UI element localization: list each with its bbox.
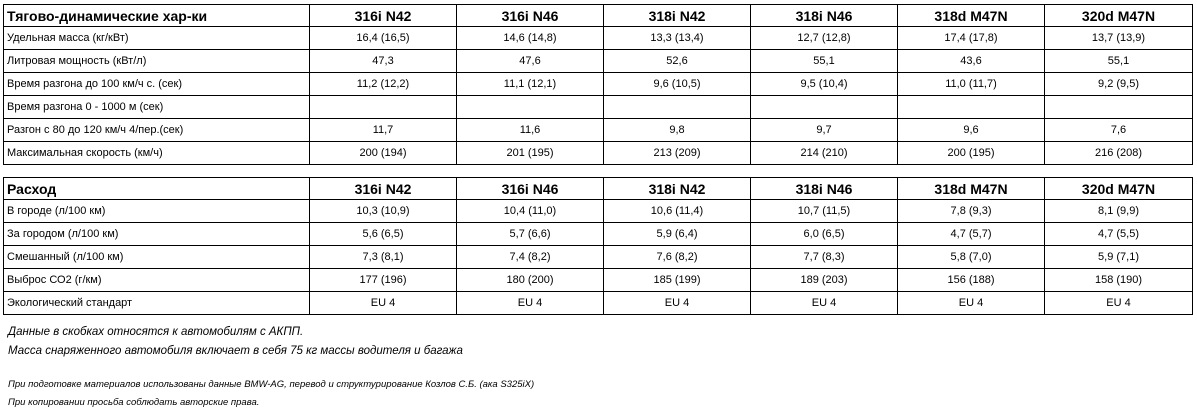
note-mass: Масса снаряженного автомобиля включает в себя 75 кг массы водителя и багажа bbox=[8, 345, 463, 357]
cell-value: 7,7 (8,3) bbox=[751, 246, 898, 269]
note-sources: При подготовке материалов использованы данные BMW-AG, перевод и структурирование Козлов С.Б. (ака S325iX) bbox=[8, 379, 535, 390]
model-header: 318d M47N bbox=[898, 178, 1045, 200]
cell-value bbox=[751, 96, 898, 119]
row-label: Время разгона до 100 км/ч с. (сек) bbox=[4, 73, 310, 96]
cell-value: 9,5 (10,4) bbox=[751, 73, 898, 96]
cell-value: 216 (208) bbox=[1045, 142, 1193, 165]
cell-value: 10,6 (11,4) bbox=[604, 200, 751, 223]
cell-value: EU 4 bbox=[751, 292, 898, 315]
table-row bbox=[4, 50, 1193, 73]
row-label: Экологический стандарт bbox=[4, 292, 310, 315]
note-copyright: При копировании просьба соблюдать авторские права. bbox=[8, 397, 260, 408]
table-row bbox=[4, 27, 1193, 50]
cell-value: 13,7 (13,9) bbox=[1045, 27, 1193, 50]
cell-value: 214 (210) bbox=[751, 142, 898, 165]
cell-value: 185 (199) bbox=[604, 269, 751, 292]
cell-value: 11,1 (12,1) bbox=[457, 73, 604, 96]
row-label: Время разгона 0 - 1000 м (сек) bbox=[4, 96, 310, 119]
table-row bbox=[4, 119, 1193, 142]
cell-value: 5,7 (6,6) bbox=[457, 223, 604, 246]
cell-value: 4,7 (5,5) bbox=[1045, 223, 1193, 246]
model-header: 320d M47N bbox=[1045, 178, 1193, 200]
model-header: 316i N42 bbox=[310, 178, 457, 200]
cell-value: 52,6 bbox=[604, 50, 751, 73]
cell-value: 158 (190) bbox=[1045, 269, 1193, 292]
cell-value: 47,6 bbox=[457, 50, 604, 73]
row-label: Разгон с 80 до 120 км/ч 4/пер.(сек) bbox=[4, 119, 310, 142]
table-row bbox=[4, 73, 1193, 96]
row-label: В городе (л/100 км) bbox=[4, 200, 310, 223]
table-row bbox=[4, 142, 1193, 165]
cell-value: 180 (200) bbox=[457, 269, 604, 292]
cell-value: 55,1 bbox=[1045, 50, 1193, 73]
cell-value: 10,3 (10,9) bbox=[310, 200, 457, 223]
table-row bbox=[4, 269, 1193, 292]
cell-value: 9,2 (9,5) bbox=[1045, 73, 1193, 96]
cell-value: 9,6 bbox=[898, 119, 1045, 142]
cell-value: 6,0 (6,5) bbox=[751, 223, 898, 246]
row-label: Литровая мощность (кВт/л) bbox=[4, 50, 310, 73]
cell-value: EU 4 bbox=[1045, 292, 1193, 315]
cell-value: 7,6 (8,2) bbox=[604, 246, 751, 269]
table-row bbox=[4, 223, 1193, 246]
cell-value: 47,3 bbox=[310, 50, 457, 73]
cell-value: 55,1 bbox=[751, 50, 898, 73]
cell-value bbox=[310, 96, 457, 119]
cell-value: 9,6 (10,5) bbox=[604, 73, 751, 96]
cell-value: 7,4 (8,2) bbox=[457, 246, 604, 269]
cell-value: 17,4 (17,8) bbox=[898, 27, 1045, 50]
cell-value: 11,7 bbox=[310, 119, 457, 142]
cell-value: 10,4 (11,0) bbox=[457, 200, 604, 223]
cell-value: 5,9 (7,1) bbox=[1045, 246, 1193, 269]
model-header: 318i N46 bbox=[751, 178, 898, 200]
cell-value: 201 (195) bbox=[457, 142, 604, 165]
model-header: 318d M47N bbox=[898, 5, 1045, 27]
consumption-title: Расход bbox=[4, 178, 310, 200]
cell-value: 200 (195) bbox=[898, 142, 1045, 165]
cell-value: EU 4 bbox=[604, 292, 751, 315]
cell-value bbox=[898, 96, 1045, 119]
cell-value: EU 4 bbox=[457, 292, 604, 315]
model-header: 318i N42 bbox=[604, 5, 751, 27]
table-row bbox=[4, 246, 1193, 269]
cell-value: 200 (194) bbox=[310, 142, 457, 165]
cell-value: 213 (209) bbox=[604, 142, 751, 165]
cell-value: 16,4 (16,5) bbox=[310, 27, 457, 50]
model-header: 320d M47N bbox=[1045, 5, 1193, 27]
dynamics-title: Тягово-динамические хар-ки bbox=[4, 5, 310, 27]
model-header: 318i N42 bbox=[604, 178, 751, 200]
cell-value: 9,7 bbox=[751, 119, 898, 142]
cell-value: 13,3 (13,4) bbox=[604, 27, 751, 50]
dynamics-header-row bbox=[4, 5, 1193, 27]
cell-value: 11,6 bbox=[457, 119, 604, 142]
cell-value: 156 (188) bbox=[898, 269, 1045, 292]
cell-value: 7,6 bbox=[1045, 119, 1193, 142]
cell-value: 7,3 (8,1) bbox=[310, 246, 457, 269]
consumption-header-row bbox=[4, 178, 1193, 200]
row-label: За городом (л/100 км) bbox=[4, 223, 310, 246]
cell-value: 4,7 (5,7) bbox=[898, 223, 1045, 246]
model-header: 316i N46 bbox=[457, 178, 604, 200]
consumption-table bbox=[3, 177, 1193, 315]
model-header: 318i N46 bbox=[751, 5, 898, 27]
cell-value: EU 4 bbox=[310, 292, 457, 315]
cell-value: 5,9 (6,4) bbox=[604, 223, 751, 246]
table-row bbox=[4, 200, 1193, 223]
cell-value bbox=[604, 96, 751, 119]
cell-value bbox=[1045, 96, 1193, 119]
cell-value bbox=[457, 96, 604, 119]
row-label: Максимальная скорость (км/ч) bbox=[4, 142, 310, 165]
cell-value: 8,1 (9,9) bbox=[1045, 200, 1193, 223]
table-row bbox=[4, 292, 1193, 315]
cell-value: 12,7 (12,8) bbox=[751, 27, 898, 50]
cell-value: EU 4 bbox=[898, 292, 1045, 315]
model-header: 316i N42 bbox=[310, 5, 457, 27]
cell-value: 11,0 (11,7) bbox=[898, 73, 1045, 96]
dynamics-table bbox=[3, 4, 1193, 165]
row-label: Выброс СО2 (г/км) bbox=[4, 269, 310, 292]
note-automatic: Данные в скобках относятся к автомобилям с АКПП. bbox=[8, 326, 304, 338]
cell-value: 5,6 (6,5) bbox=[310, 223, 457, 246]
cell-value: 10,7 (11,5) bbox=[751, 200, 898, 223]
cell-value: 177 (196) bbox=[310, 269, 457, 292]
model-header: 316i N46 bbox=[457, 5, 604, 27]
cell-value: 5,8 (7,0) bbox=[898, 246, 1045, 269]
cell-value: 9,8 bbox=[604, 119, 751, 142]
cell-value: 14,6 (14,8) bbox=[457, 27, 604, 50]
cell-value: 7,8 (9,3) bbox=[898, 200, 1045, 223]
table-row bbox=[4, 96, 1193, 119]
row-label: Удельная масса (кг/кВт) bbox=[4, 27, 310, 50]
cell-value: 43,6 bbox=[898, 50, 1045, 73]
cell-value: 189 (203) bbox=[751, 269, 898, 292]
cell-value: 11,2 (12,2) bbox=[310, 73, 457, 96]
row-label: Смешанный (л/100 км) bbox=[4, 246, 310, 269]
